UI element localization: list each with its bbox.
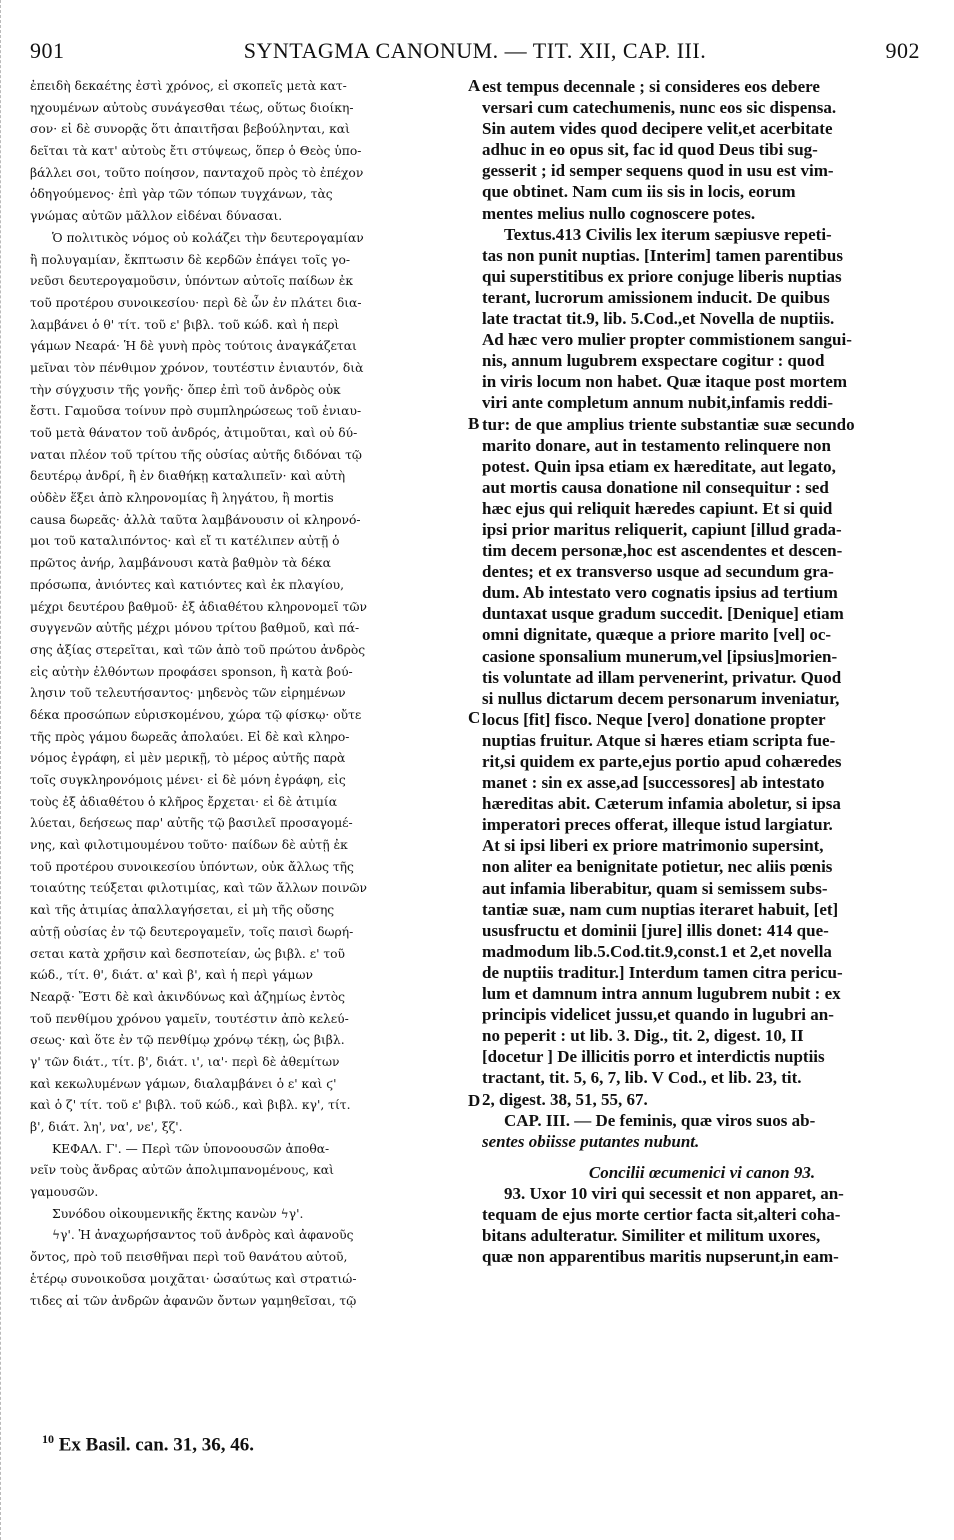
greek-line: πρόσωπα, ἀνιόντες καὶ κατιόντες καὶ ἐκ πλαγίου, (30, 577, 345, 592)
greek-line: σης ἀξίας στερεῖται, καὶ τῶν ἀπὸ τοῦ πρώτου ἀνδρὸς (30, 642, 366, 657)
greek-line: καὶ ὁ ζ' τίτ. τοῦ ε' βιβλ. τοῦ κώδ., καὶ βιβλ. κγ', τίτ. (30, 1098, 351, 1113)
latin-line: quæ non apparentibus maritis nupserunt,in eam- (482, 1247, 839, 1267)
latin-line: locus [fit] fisco. Neque [vero] donatione propter (482, 709, 826, 729)
latin-line: aut infamia liberabitur, quam si semissem subs- (482, 878, 828, 898)
greek-line: ὄντος, πρὸ τοῦ πεισθῆναι περὶ τοῦ θανάτου αὐτοῦ, (30, 1250, 348, 1265)
page-number-left: 901 (30, 38, 65, 63)
latin-line: At si ipsi liberi ex priore matrimonio supersint, (482, 836, 824, 856)
greek-line: γνώμας αὐτῶν μᾶλλον εἰδέναι δύνασαι. (30, 209, 283, 224)
latin-line: de nuptiis traditur.] Interdum tamen citra pericu- (482, 962, 843, 982)
greek-line: μοι τοῦ καταλιπόντος· καὶ εἴ τι κατέλιπεν αὐτῇ ὁ (30, 534, 340, 549)
latin-line: casione sponsalium munerum,vel [ipsius]morien- (482, 646, 838, 666)
greek-line: καὶ κεκωλυμένων γάμων, διαλαμβάνει ὁ ε' καὶ ϛ' (30, 1076, 337, 1091)
latin-line: mentes melius nullo cognoscere potes. (482, 203, 756, 223)
latin-line: no peperit : ut lib. 3. Dig., tit. 2, digest. 10, II (482, 1026, 804, 1046)
greek-line: τοῖς συγκληρονόμοις μένει· εἰ δὲ μόνη ἐγράφη, εἰς (30, 773, 346, 787)
latin-canon-title: Concilii œcumenici vi canon 93. (588, 1162, 816, 1182)
latin-line: [docetur ] De illicitis porro et interdictis nuptiis (482, 1047, 825, 1067)
greek-line: τοῦ προτέρου συνοικεσίου ὑπόντων, οὐκ ἄλλως τῆς (30, 859, 354, 874)
latin-line: nis, annum lugubrem exspectare cogitur : quod (482, 351, 825, 371)
latin-line: aut mortis causa donatione nil consequitur : sed (482, 477, 829, 497)
latin-line: marito donare, aut in testamento relinquere non (482, 435, 831, 455)
latin-line: principis videlicet jussu,et quando in lugubri an- (482, 1005, 834, 1025)
greek-line: τιδες αἱ τῶν ἀνδρῶν ἀφανῶν ὄντων γαμηθεῖσαι, τῷ (30, 1293, 357, 1308)
greek-chapter-heading: νεῖν τοὺς ἄνδρας αὐτῶν ἀπολιμπανομένους, καὶ (30, 1163, 334, 1178)
page-number-right: 902 (885, 38, 920, 63)
greek-line: ὁδηγούμενος· ἐπὶ γὰρ τῶν τόπων τυγχάνων, τὰς (30, 187, 333, 202)
greek-line: συγγενῶν αὐτῆς μέχρι μόνου τρίτου βαθμοῦ, καὶ πά- (30, 621, 360, 636)
latin-line: tas non punit nuptias. [Interim] tamen parentibus (482, 245, 844, 265)
greek-line: Ὁ πολιτικὸς νόμος οὐ κολάζει τὴν δευτερογαμίαν (52, 230, 364, 245)
latin-line: Textus.413 Civilis lex iterum sæpiusve repeti- (504, 224, 832, 244)
footnote (42, 1432, 254, 1456)
greek-line: ϟγ'. Ἡ ἀναχωρήσαντος τοῦ ἀνδρὸς καὶ ἀφανοῦς (52, 1228, 354, 1243)
greek-line: λησιν τοῦ τελευτήσαντος· μηδενὸς τῶν εἰρημένων (30, 686, 346, 701)
greek-canon-title: Συνόδου οἰκουμενικῆς ἕκτης κανὼν ϟγ'. (52, 1206, 304, 1221)
greek-line: βάλλει σοι, τοῦτο ποίησον, πανταχοῦ πρὸς τὸ ἐπέχον (30, 165, 364, 180)
greek-line: ναται πλέον τοῦ τρίτου τῆς οὐσίας αὐτῆς διδόναι τῷ (30, 447, 362, 462)
footnote-text: Ex Basil. can. 31, 36, 46. (58, 1434, 255, 1456)
greek-line: τῆς πρὸς γάμου δωρεᾶς ἀπολαύει. Εἰ δὲ καὶ κληρο- (30, 729, 350, 744)
latin-line: rit,si quidem ex parte,ejus portio apud cohæredes (482, 752, 842, 771)
greek-line: τὴν σύγχυσιν τῆς γονῆς· ὅπερ ἐπὶ τοῦ ἀνδρὸς οὐκ (30, 382, 341, 397)
greek-line: νεῦσι δευτερογαμοῦσιν, ὑπόντων αὐτοῖς παίδων ἐκ (30, 274, 354, 289)
greek-line: δέκα προσώπων εὑρισκομένου, χώρα τῷ φίσκῳ· οὔτε (30, 707, 362, 722)
latin-column (482, 76, 922, 1267)
greek-line: πρῶτος ἀνήρ, λαμβάνουσι κατὰ βαθμὸν τὰ δέκα (30, 556, 331, 571)
greek-chapter-heading: ΚΕΦΑΛ. Γ'. — Περὶ τῶν ὑπονοουσῶν ἀποθα- (52, 1141, 330, 1156)
scan-edge (0, 0, 2, 1540)
greek-line: κώδ., τίτ. θ', διάτ. α' καὶ β', καὶ ἡ περὶ γάμων (30, 968, 314, 983)
latin-line: dum. Ab intestato vero cognatis ipsius ad tertium (482, 583, 838, 603)
greek-line: αὐτῇ οὐσίας ἐν τῷ δευτερογαμεῖν, τοῖς παισὶ δωρή- (30, 924, 354, 939)
greek-line: δευτέρῳ ἀνδρί, ἢ ἐν διαθήκῃ καταλιπεῖν· καὶ αὐτὴ (30, 469, 346, 484)
latin-line: adhuc in eo opus sit, fac id quod Deus tibi sug- (482, 140, 818, 160)
latin-line: imperatori preces offerat, illeque istud largiatur. (482, 815, 833, 835)
latin-line: 93. Uxor 10 viri qui secessit et non apparet, an- (504, 1183, 844, 1203)
greek-line: οὐδὲν ἕξει ἀπὸ κληρονομίας ἢ ληγάτου, ἢ mortis (30, 491, 334, 506)
latin-line: ususfructu et dominii [jure] illis donet: 414 que- (482, 920, 829, 940)
latin-line: qui superstitibus ex priore conjuge liberis nuptias (482, 266, 842, 286)
greek-line: ἢ πολυγαμίαν, ἔκπτωσιν δὲ κερδῶν ἐπάγει τοῖς γο- (30, 252, 351, 267)
latin-line: tequam de ejus morte certior facta sit,alteri coha- (482, 1204, 841, 1224)
greek-line: σεται κατὰ χρῆσιν καὶ δεσποτείαν, ὡς βιβλ. ε' τοῦ (30, 946, 346, 961)
running-header (30, 38, 920, 68)
greek-line: ἐπειδὴ δεκαέτης ἐστὶ χρόνος, εἰ σκοπεῖς μετὰ κατ- (30, 79, 347, 93)
latin-line: hæreditas abit. Cæterum infamia aboletur, si ipsa (482, 794, 841, 814)
latin-line: tis voluntate ad illam pervenerint, privatur. Quod (482, 667, 842, 687)
latin-line: Ad hæc vero mulier propter commistionem sangui- (482, 330, 852, 350)
greek-line: ἔστι. Γαμοῦσα τοίνυν πρὸ συμπληρώσεως τοῦ ἐνιαυ- (30, 404, 362, 419)
latin-line: tur: de que amplius triente substantiæ suæ secundo (482, 414, 855, 434)
greek-line: μέχρι δευτέρου βαθμοῦ· ἐξ ἀδιαθέτου κληρονομεῖ τῶν (30, 599, 367, 614)
latin-line: terant, lucrorum amissionem inducit. De quibus (482, 287, 830, 307)
greek-line: λύεται, δεήσεως παρ' αὐτῆς τῷ βασιλεῖ προσαγομέ- (30, 816, 353, 831)
latin-line: manet : sin ex asse,ad [successores] ab intestato (482, 773, 825, 793)
latin-line: hæc ejus qui reliquit hæredes capiunt. Et si quid (482, 498, 833, 518)
greek-line: ἑτέρῳ συνοικοῦσα μοιχᾶται· ὡσαύτως καὶ στρατιώ- (30, 1271, 357, 1286)
margin-marker-b: B (468, 414, 480, 433)
greek-chapter-heading: γαμουσῶν. (30, 1185, 99, 1200)
latin-line: Sin autem vides quod decipere velit,et acerbitate (482, 119, 833, 139)
greek-column (30, 76, 465, 1312)
greek-line: μεῖναι τὸν πένθιμον χρόνον, τουτέστιν ἐνιαυτόν, διὰ (30, 360, 364, 375)
greek-line: λαμβάνει ὁ θ' τίτ. τοῦ ε' βιβλ. τοῦ κώδ. καὶ ἡ περὶ (30, 317, 340, 332)
greek-line: σον· εἰ δὲ συνορᾷς ὅτι ἀπαιτῆσαι βεβούληνται, καὶ (30, 122, 350, 137)
latin-line: que obtinet. Nam cum iis sis in locis, eorum (482, 182, 796, 202)
margin-marker-a: A (468, 76, 481, 95)
latin-line: versari cum catechumenis, nunc eos sic dispensa. (482, 98, 837, 118)
greek-line: ηχουμένων αὐτοὺς συνάγεσθαι τέως, οὕτως διοίκη- (30, 100, 354, 115)
latin-line: tractant, tit. 5, 6, 7, lib. V Cod., et lib. 23, tit. (482, 1068, 802, 1088)
greek-line: γάμων Νεαρά· Ἡ δὲ γυνὴ πρὸς τούτοις ἀναγκάζεται (30, 339, 357, 354)
latin-line: late tractat tit.9, lib. 5.Cod.,et Novella de nuptiis. (482, 309, 835, 329)
greek-line: γ' τῶν διάτ., τίτ. β', διάτ. ι', ια'· περὶ δὲ ἀθεμίτων (30, 1054, 340, 1069)
latin-line: nuptias fruitur. Atque si hæres etiam scripta fue- (482, 730, 836, 750)
latin-chapter-heading: CAP. III. — De feminis, quæ viros suos ab- (504, 1110, 816, 1130)
latin-line: potest. Quin ipsa etiam ex hæreditate, aut legato, (482, 456, 836, 476)
running-title: SYNTAGMA CANONUM. — TIT. XII, CAP. III. (243, 38, 707, 63)
latin-line: madmodum lib.5.Cod.tit.9,const.1 et 2,et novella (482, 941, 832, 961)
greek-line: τοιαύτης τεύξεται φιλοτιμίας, καὶ τῶν ἄλλων ποινῶν (30, 881, 367, 896)
latin-line: tim decem personæ,hoc est ascendentes et descen- (482, 541, 843, 561)
greek-line: τοὺς ἐξ ἀδιαθέτου ὁ κλῆρος ἔρχεται· εἰ δὲ ἀτιμία (30, 794, 337, 809)
latin-line: duntaxat usque gradum succedit. [Denique] etiam (482, 604, 844, 624)
latin-line: non aliter ea benignitate potietur, nec aliis pœnis (482, 857, 833, 877)
latin-line: 2, digest. 38, 51, 55, 67. (482, 1089, 648, 1109)
greek-line: τοῦ προτέρου συνοικεσίου· περὶ δὲ ὧν ἐν πλάτει δια- (30, 295, 362, 310)
greek-line: δεῖται τὰ κατ' αὐτοὺς ἔτι στύψεως, ὅπερ ὁ Θεὸς ὑπο- (30, 144, 362, 159)
latin-line: viri ante completum annum nubit,infamis reddi- (482, 393, 834, 413)
margin-marker-c: C (468, 708, 481, 727)
latin-line: est tempus decennale ; si consideres eos debere (482, 77, 820, 96)
latin-line: ipsi prior maritus reliquerit, capiunt [illud grada- (482, 519, 842, 539)
latin-line: tantiæ suæ, nam cum nuptias iteraret habuit, [et] (482, 899, 839, 919)
latin-line: in viris locum non habet. Quæ itaque post mortem (482, 372, 848, 392)
greek-line: β', διάτ. λη', να', νε', ξζ'. (30, 1120, 183, 1134)
greek-line: τοῦ μετὰ θάνατον τοῦ ἀνδρός, ἀτιμοῦται, καὶ οὐ δύ- (30, 426, 358, 440)
greek-line: νης, καὶ φιλοτιμουμένου τοῦτο· παίδων δὲ αὐτῇ ἐκ (30, 838, 348, 853)
latin-line: lum et damnum intra annum lugubrem nubit : ex (482, 984, 841, 1004)
latin-line: omni dignitate, quæque a priore marito [vel] oc- (482, 625, 832, 645)
latin-line: gesserit ; id semper sequens quod in usu est vim- (482, 161, 834, 181)
greek-line: σεως· καὶ ὅτε ἐν τῷ πενθίμῳ χρόνῳ τέκῃ, ὡς βιβλ. (30, 1033, 345, 1048)
greek-line: τοῦ πενθίμου χρόνου γαμεῖν, τουτέστιν ἀπὸ κελεύ- (30, 1011, 349, 1026)
footnote-number: 10 (42, 1432, 54, 1446)
greek-line: Νεαρᾷ· Ἔστι δὲ καὶ ἀκινδύνως καὶ ἀζημίως ἐντὸς (30, 989, 346, 1004)
greek-line: καὶ τῆς ἀτιμίας ἀπαλλαγήσεται, εἰ μὴ τῆς οὔσης (30, 903, 335, 918)
spacer (482, 1152, 922, 1162)
margin-marker-d: D (468, 1091, 481, 1110)
greek-line: causa δωρεᾶς· ἀλλὰ ταῦτα λαμβάνουσιν οἱ κληρονό- (30, 512, 361, 527)
latin-line: dentes; et ex transverso usque ad secundum gra- (482, 562, 834, 582)
latin-line: si nullus dictarum decem personarum inveniatur, (482, 688, 840, 708)
greek-line: εἰς αὐτὴν ἐλθόντων προφάσει sponson, ἢ κατὰ βού- (30, 664, 353, 679)
latin-line: bitans adulteratur. Similiter et militum uxores, (482, 1226, 821, 1246)
greek-line: νόμος ἐγράφη, εἰ μὲν μερικῇ, τὸ μέρος αὐτῆς παρὰ (30, 751, 346, 766)
latin-chapter-heading: sentes obiisse putantes nubunt. (482, 1131, 700, 1151)
